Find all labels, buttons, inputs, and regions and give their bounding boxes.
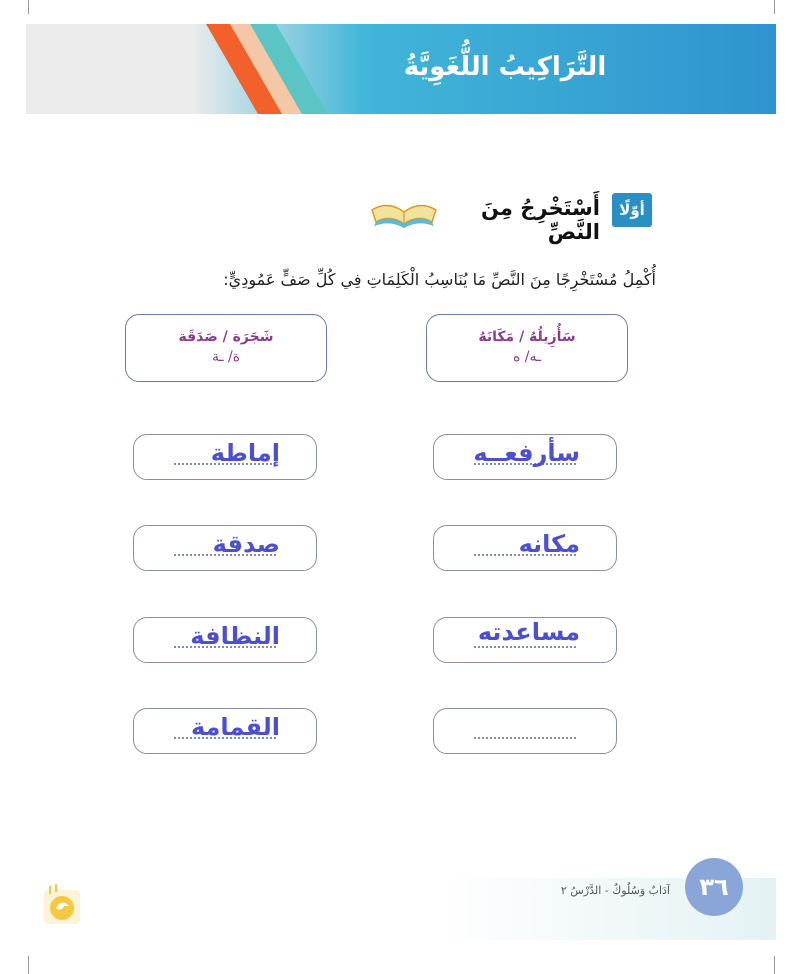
answer-text: القمامة [190, 713, 280, 741]
answer-text: مكانه [518, 530, 580, 558]
open-book-icon [368, 192, 440, 232]
dotted-line [474, 646, 576, 648]
answer-text: سأرفعــه [473, 439, 580, 467]
answer-field-left-3[interactable] [133, 617, 317, 663]
page-title: التَّرَاكِيبُ اللُّغَوِيَّةُ [403, 52, 607, 82]
example-letters: ـه/ ه [512, 349, 542, 365]
answer-field-right-3[interactable] [433, 617, 617, 663]
answer-text: النظافة [190, 622, 280, 650]
page-number-badge: ٣٦ [685, 858, 743, 916]
answer-text: مساعدته [477, 618, 580, 646]
instruction-text: أُكْمِلُ مُسْتَخْرِجًا مِنَ النَّصِّ مَا يُنَاسِبُ الْكَلِمَاتِ فِي كُلِّ صَفٍّ عَمُودِيٍّ: [223, 270, 656, 289]
publisher-logo-icon [42, 882, 82, 926]
example-box-right [426, 314, 628, 382]
answer-text: صدقة [212, 530, 280, 558]
example-words: سَأُزِيلُهُ / مَكَانَهُ [478, 329, 576, 345]
answer-field-right-1[interactable] [433, 434, 617, 480]
answer-field-right-4[interactable] [433, 708, 617, 754]
example-letters: ة/ ـة [211, 349, 241, 365]
answer-field-left-2[interactable] [133, 525, 317, 571]
answer-field-right-2[interactable] [433, 525, 617, 571]
example-words: شَجَرَة / صَدَقَة [178, 329, 274, 345]
dotted-line [474, 737, 576, 739]
answer-field-left-4[interactable] [133, 708, 317, 754]
footer-book-title: آدَابٌ وَسُلُوكٌ - الدَّرْسُ ٢ [560, 884, 670, 897]
section-title: أَسْتَخْرِجُ مِنَ النَّصِّ [481, 196, 600, 244]
section-badge: أوّلًا [612, 193, 652, 227]
example-box-left [125, 314, 327, 382]
answer-text: إماطة [210, 439, 280, 467]
answer-field-left-1[interactable] [133, 434, 317, 480]
